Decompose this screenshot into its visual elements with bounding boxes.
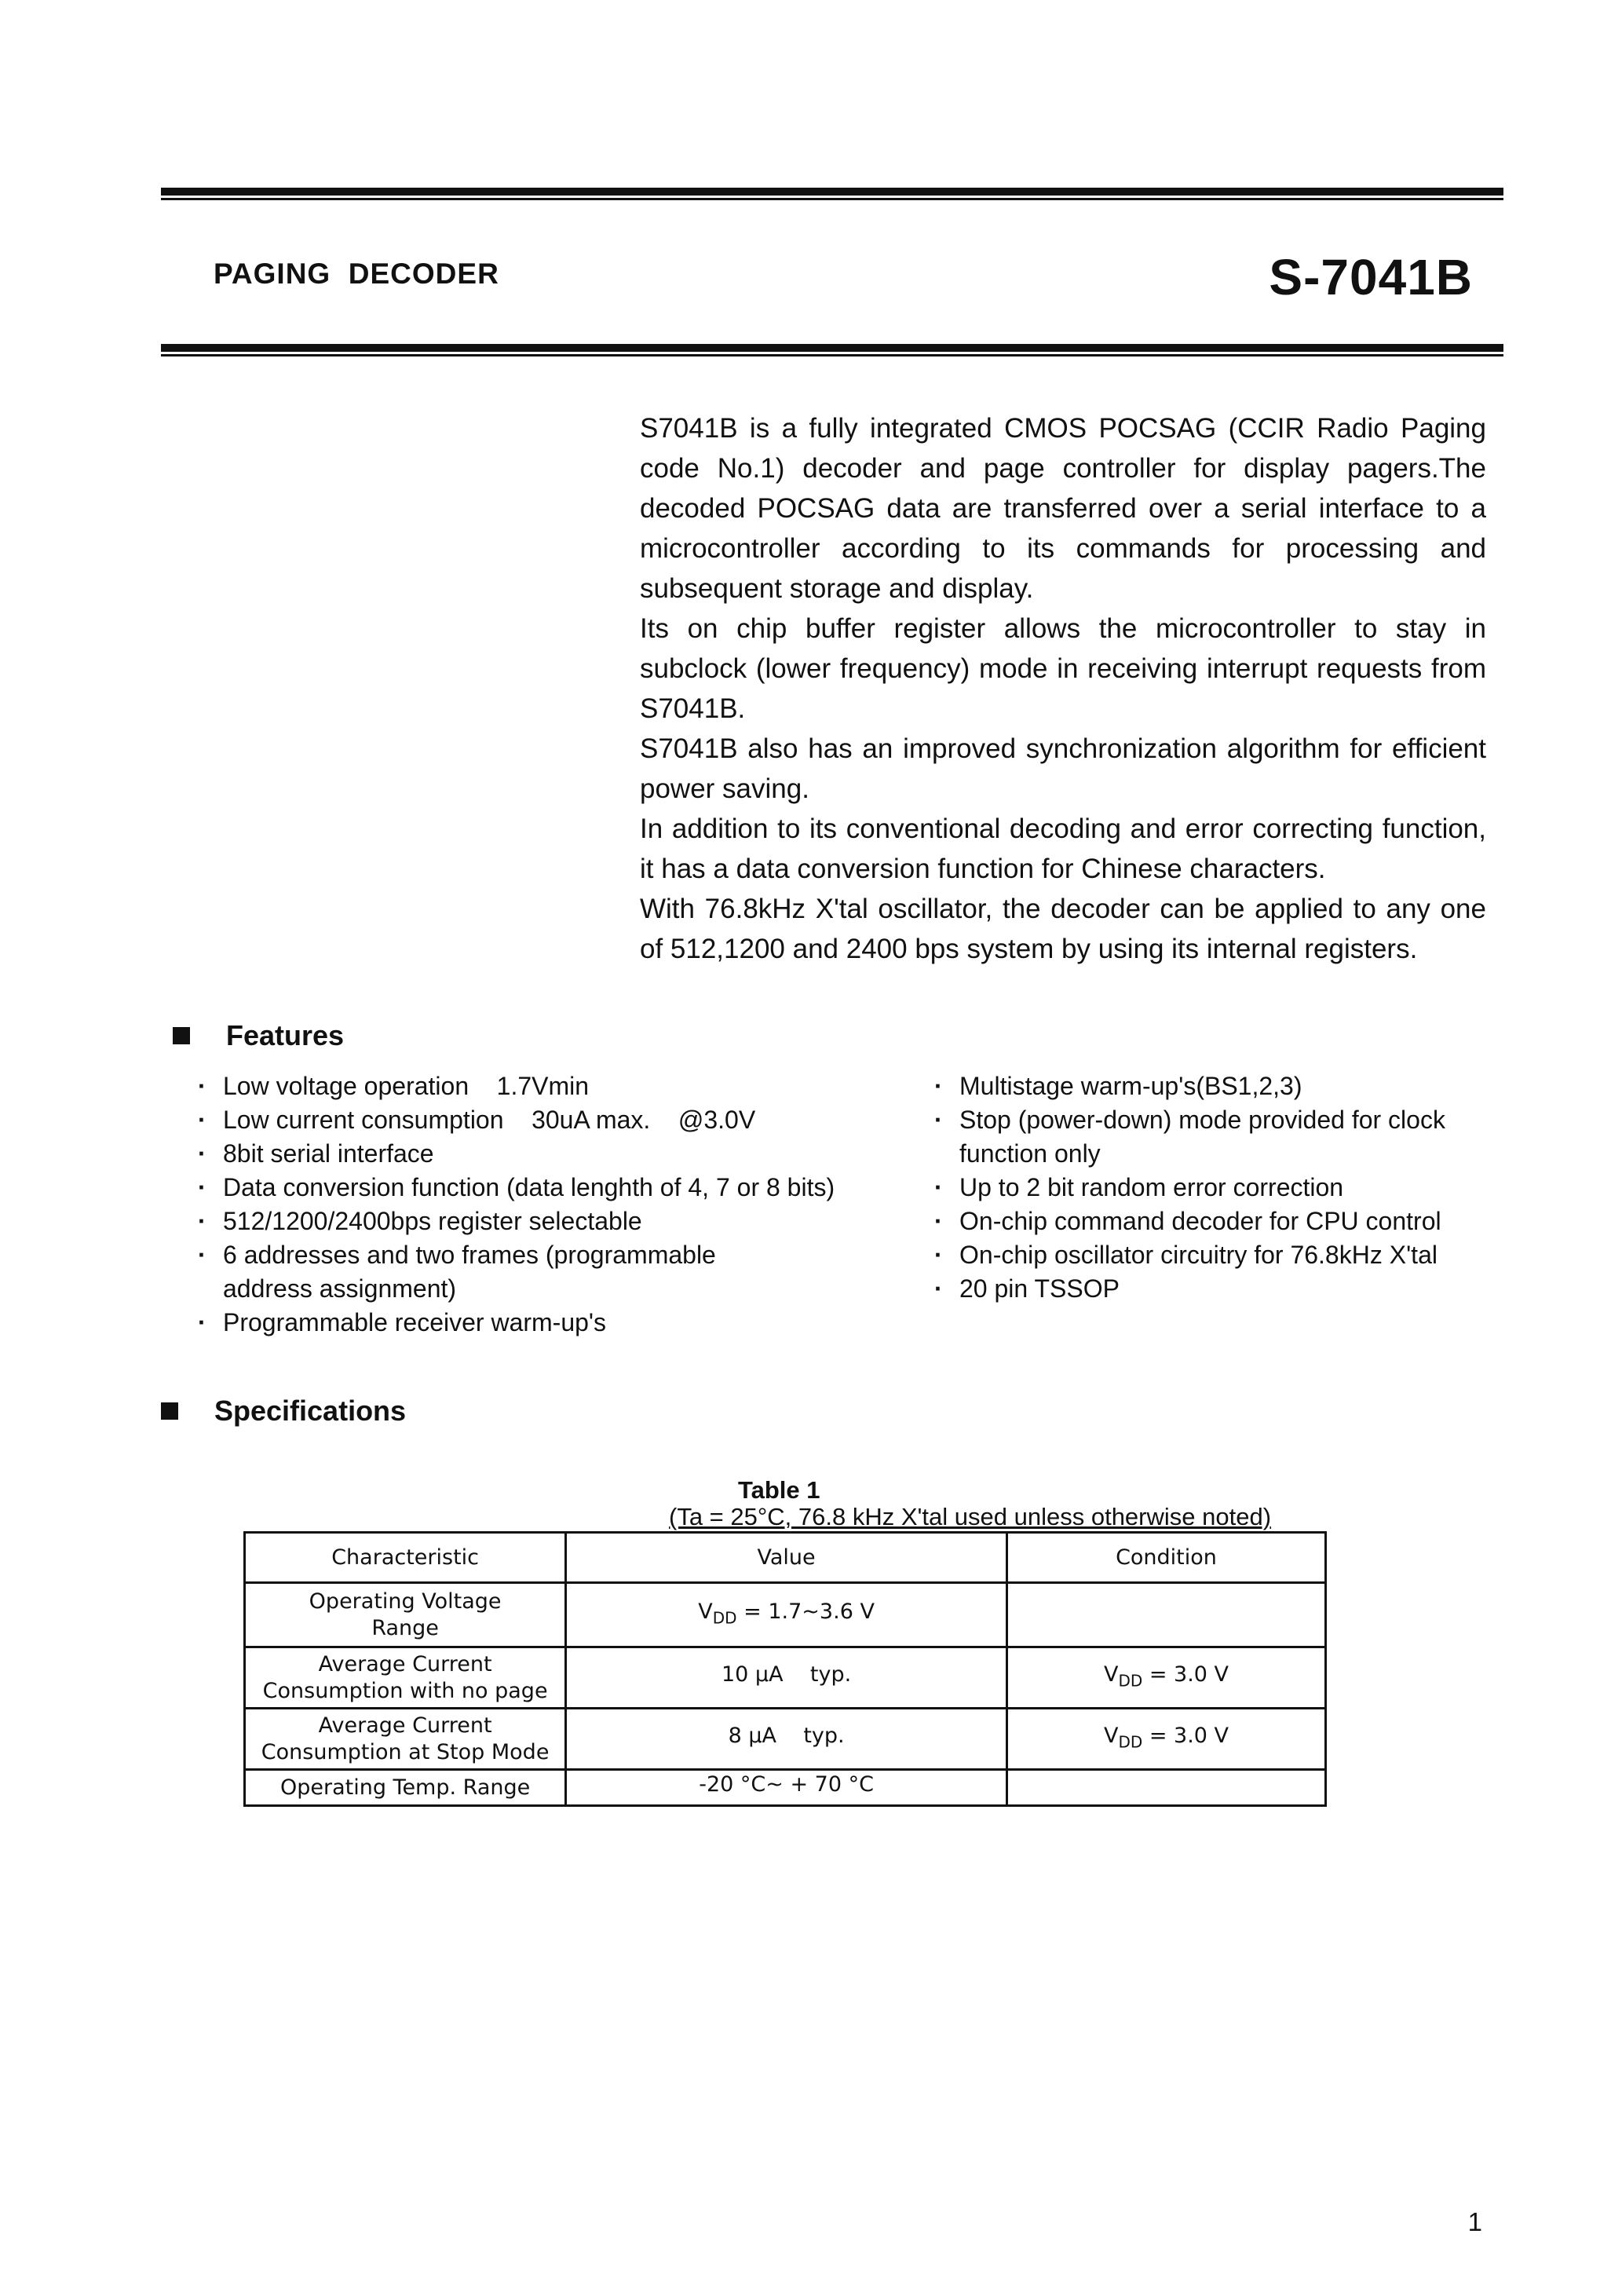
characteristic-line: Operating Temp. Range bbox=[279, 1775, 531, 1800]
feature-item: · Low current consumption 30uA max. @3.0V bbox=[193, 1103, 884, 1137]
condition-cell bbox=[1006, 1583, 1325, 1647]
value-cell: 10 μA typ. bbox=[566, 1647, 1007, 1709]
header-rule-bottom-thick bbox=[161, 344, 1503, 352]
table-row bbox=[245, 1647, 1326, 1709]
header-rule-thick bbox=[161, 188, 1503, 196]
square-bullet-icon bbox=[161, 1402, 178, 1420]
condition-cell bbox=[1006, 1770, 1325, 1806]
intro-paragraph: Its on chip buffer register allows the microcontroller to stay in subclock (lower frequency) mode in receiving interrupt requests from S7041B. bbox=[640, 613, 1486, 724]
characteristic-line: Consumption at Stop Mode bbox=[261, 1739, 550, 1764]
feature-item: · On-chip command decoder for CPU control bbox=[930, 1205, 1495, 1238]
feature-item: · Low voltage operation 1.7Vmin bbox=[193, 1069, 884, 1103]
features-list-left bbox=[193, 1069, 884, 1340]
column-header-condition: Condition bbox=[1006, 1533, 1325, 1583]
features-heading bbox=[173, 1019, 344, 1052]
feature-item: · Stop (power-down) mode provided for clock function only bbox=[930, 1103, 1495, 1171]
table-row bbox=[245, 1770, 1326, 1806]
square-bullet-icon bbox=[173, 1027, 190, 1044]
value-cell: -20 °C~ + 70 °C bbox=[566, 1770, 1007, 1806]
feature-item: · Data conversion function (data lenghth of 4, 7 or 8 bits) bbox=[193, 1171, 884, 1205]
page-number: 1 bbox=[1467, 2207, 1482, 2236]
column-header-characteristic: Characteristic bbox=[245, 1533, 566, 1583]
characteristic-line: Consumption with no page bbox=[262, 1678, 548, 1703]
intro-paragraph: S7041B also has an improved synchronization algorithm for efficient power saving. bbox=[640, 733, 1486, 804]
characteristic-line: Average Current bbox=[318, 1713, 492, 1738]
condition-cell: $V_{DD} = 3.0$ V bbox=[1006, 1647, 1325, 1709]
features-heading-label: Features bbox=[226, 1019, 345, 1051]
feature-item: · Multistage warm-up's(BS1,2,3) bbox=[930, 1069, 1495, 1103]
table-row bbox=[245, 1709, 1326, 1770]
value-cell: $V_{DD}$ = 1.7~3.6 V bbox=[566, 1583, 1007, 1647]
table-note: (Ta = 25°C, 76.8 kHz X'tal used unless otherwise noted) bbox=[669, 1503, 1272, 1530]
feature-item: · Up to 2 bit random error correction bbox=[930, 1171, 1495, 1205]
feature-item: · 8bit serial interface bbox=[193, 1137, 884, 1171]
feature-item: · Programmable receiver warm-up's bbox=[193, 1306, 884, 1340]
characteristic-cell bbox=[245, 1709, 566, 1770]
characteristic-line: Average Current bbox=[318, 1651, 492, 1676]
specifications-heading bbox=[161, 1395, 406, 1428]
specifications-table bbox=[243, 1531, 1327, 1807]
document-title: PAGING DECODER bbox=[214, 258, 499, 290]
characteristic-cell bbox=[245, 1583, 566, 1647]
intro-description bbox=[640, 408, 1486, 969]
header-rule-bottom-thin bbox=[161, 354, 1503, 356]
feature-item: · 6 addresses and two frames (programmable address assignment) bbox=[193, 1238, 788, 1306]
part-number: S-7041B bbox=[1269, 249, 1473, 305]
header-rule-thin bbox=[161, 198, 1503, 200]
table-row bbox=[245, 1583, 1326, 1647]
characteristic-cell bbox=[245, 1770, 566, 1806]
feature-item: · 512/1200/2400bps register selectable bbox=[193, 1205, 884, 1238]
characteristic-line: Range bbox=[371, 1615, 439, 1640]
feature-item: · 20 pin TSSOP bbox=[930, 1272, 1495, 1306]
value-cell: 8 μA typ. bbox=[566, 1709, 1007, 1770]
characteristic-cell bbox=[245, 1647, 566, 1709]
features-list-right bbox=[930, 1069, 1495, 1306]
intro-paragraph: With 76.8kHz X'tal oscillator, the decoder can be applied to any one of 512,1200 and 2400 bps system by using its internal registers. bbox=[640, 894, 1486, 964]
table-caption: Table 1 bbox=[738, 1476, 820, 1504]
characteristic-line: Operating Voltage bbox=[309, 1589, 502, 1614]
condition-cell: $V_{DD} = 3.0$ V bbox=[1006, 1709, 1325, 1770]
table-header-row bbox=[245, 1533, 1326, 1583]
feature-item: · On-chip oscillator circuitry for 76.8kHz X'tal bbox=[930, 1238, 1495, 1272]
specifications-heading-label: Specifications bbox=[214, 1395, 407, 1427]
intro-paragraph: S7041B is a fully integrated CMOS POCSAG (CCIR Radio Paging code No.1) decoder and page controller for display pagers.The decoded POCSAG data are transferred over a serial interface to a microcontroller according to its commands for processing and subsequent storage and display. bbox=[640, 413, 1486, 604]
intro-paragraph: In addition to its conventional decoding and error correcting function, it has a data conversion function for Chinese characters. bbox=[640, 813, 1486, 884]
column-header-value: Value bbox=[566, 1533, 1007, 1583]
